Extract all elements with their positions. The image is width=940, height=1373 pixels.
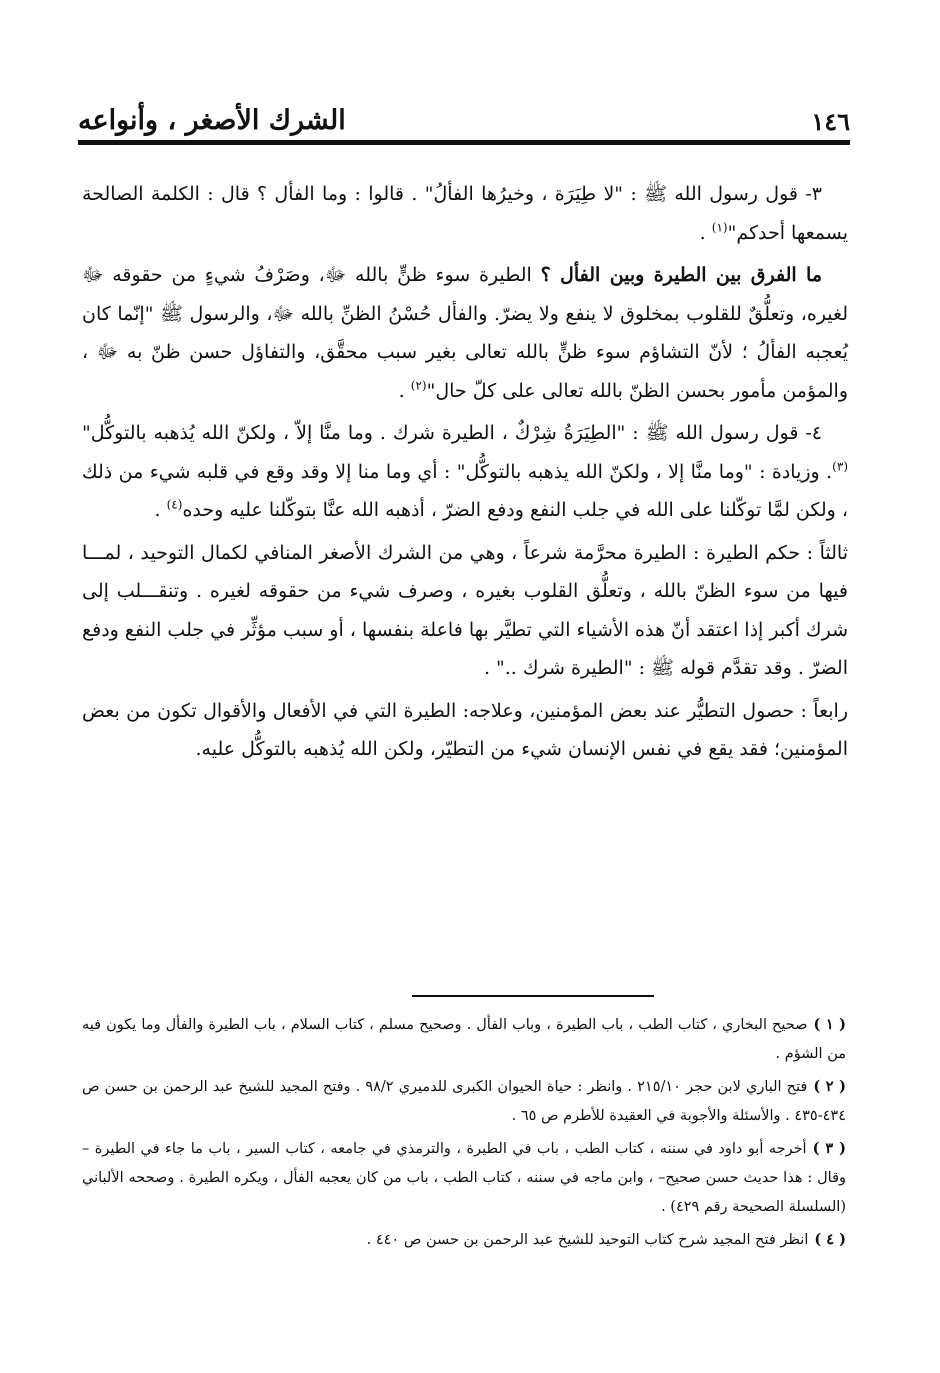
footnote-4 [82,1225,846,1255]
footnote-number: ( ٣ ) [812,1140,846,1157]
difference-text: الطيرة سوء ظنٍّ بالله ﷻ، وصَرْفُ شيءٍ من حقوقه ﷻ لغيره، وتعلُّقٌ للقلوب بمخلوق لا ينفع ولا يضرّ. والفأل حُسْنُ الظنِّ بالله ﷻ، والرسول ﷺ "إنّما كان يُعجبه الفألُ ؛ لأنّ التشاؤم سوء ظنٍّ بالله تعالى بغير سبب محقَّق، والتفاؤل حسن ظنّ به ﷻ ، والمؤمن مأمور بحسن الظنّ بالله تعالى على كلّ حال" [82,264,848,402]
footnote-1 [82,1010,846,1069]
main-text [82,175,848,773]
paragraph-hadith-3 [82,175,848,252]
hadith-3-text: "لا طِيَرَة ، وخيرُها الفألُ" . قالوا : وما الفأل ؟ قال : الكلمة الصالحة يسمعها أحدكم" [82,183,848,244]
page-number: ١٤٦ [811,107,850,136]
paragraph-difference [82,256,848,410]
paragraph-treatment [82,692,848,769]
footnote-text: أخرجه أبو داود في سننه ، كتاب الطب ، باب في الطيرة ، والترمذي في جامعه ، كتاب السير ، باب ما جاء في الطيرة –وقال : هذا حديث حسن صحيح– ، وابن ماجه في سننه ، كتاب الطب ، باب من كان يعجبه الفأل ، ويكره الطيرة . وصححه الألباني (السلسلة الصحيحة رقم ٤٢٩) . [82,1141,846,1215]
hadith-3-lead: ٣- قول رسول الله ﷺ : [623,183,822,205]
footnote-2 [82,1072,846,1131]
footnotes [82,1010,846,1258]
footnote-text: انظر فتح المجيد شرح كتاب التوحيد للشيخ عبد الرحمن بن حسن ص ٤٤٠ . [366,1232,809,1248]
running-title: الشرك الأصغر ، وأنواعه [78,105,346,136]
hadith-4-text-continued: . وزيادة : "وما منَّا إلا ، ولكنّ الله يذهبه بالتوكُّل" : أي وما منا إلا وقد وقع في قلبه شيء من ذلك ، ولكن لمَّا توكّلنا على الله في جلب النفع ودفع الضرّ ، أذهبه الله عنَّا بتوكّلنا عليه وحده [82,460,848,521]
difference-heading: ما الفرق بين الطيرة وبين الفأل ؟ [540,264,822,286]
footnote-separator [412,995,654,997]
paragraph-ruling [82,534,848,688]
difference-tail: . [398,379,411,402]
footnote-text: صحيح البخاري ، كتاب الطب ، باب الطيرة ، وباب الفأل . وصحيح مسلم ، كتاب السلام ، باب الطيرة والفأل وما يكون فيه من الشؤم . [82,1017,846,1062]
footnote-3 [82,1134,846,1222]
footnote-number: ( ٤ ) [814,1231,846,1248]
hadith-4-tail: . [154,499,167,521]
page-header [78,92,850,136]
header-rule [78,140,850,145]
footnote-ref-2[interactable]: (٢) [410,378,427,393]
footnote-ref-4[interactable]: (٤) [166,497,183,512]
ruling-text: ثالثاً : حكم الطيرة : الطيرة محرَّمة شرعاً ، وهي من الشرك الأصغر المنافي لكمال التوحيد ، لمـــا فيها من سوء الظنّ بالله ، وتعلُّق القلوب بغيره ، وصرف شيء من حقوقه لغيره . وتنقـــلب إلى شرك أكبر إذا اعتقد أنّ هذه الأشياء التي تطيَّر بها فاعلة بنفسها ، أو سبب مؤثِّر في جلب النفع ودفع الضرّ . وقد تقدَّم قوله ﷺ : "الطيرة شرك .." . [82,541,848,679]
hadith-4-text: ٤- قول رسول الله ﷺ : "الطِيَرَةُ شِرْكٌ ، الطيرة شرك . وما منَّا إلاّ ، ولكنّ الله يُذهبه بالتوكُّل" [82,422,822,444]
hadith-3-tail: . [699,221,712,244]
footnote-number: ( ١ ) [813,1016,846,1033]
footnote-ref-1[interactable]: (١) [711,220,728,235]
footnote-ref-3[interactable]: (٣) [832,459,848,474]
paragraph-hadith-4 [82,414,848,530]
treatment-text: رابعاً : حصول التطيُّر عند بعض المؤمنين، وعلاجه: الطيرة التي في الأفعال والأقوال تكون من بعض المؤمنين؛ فقد يقع في نفس الإنسان شيء من التطيّر، ولكن الله يُذهبه بالتوكُّل عليه. [82,699,848,760]
footnote-number: ( ٢ ) [813,1078,846,1095]
footnote-text: فتح الباري لابن حجر ٢١٥/١٠ . وانظر : حياة الحيوان الكبرى للدميري ٩٨/٢ . وفتح المجيد للشيخ عبد الرحمن بن حسن ص ٤٣٤-٤٣٥ . والأسئلة والأجوبة في العقيدة للأطرم ص ٦٥ . [82,1079,846,1124]
